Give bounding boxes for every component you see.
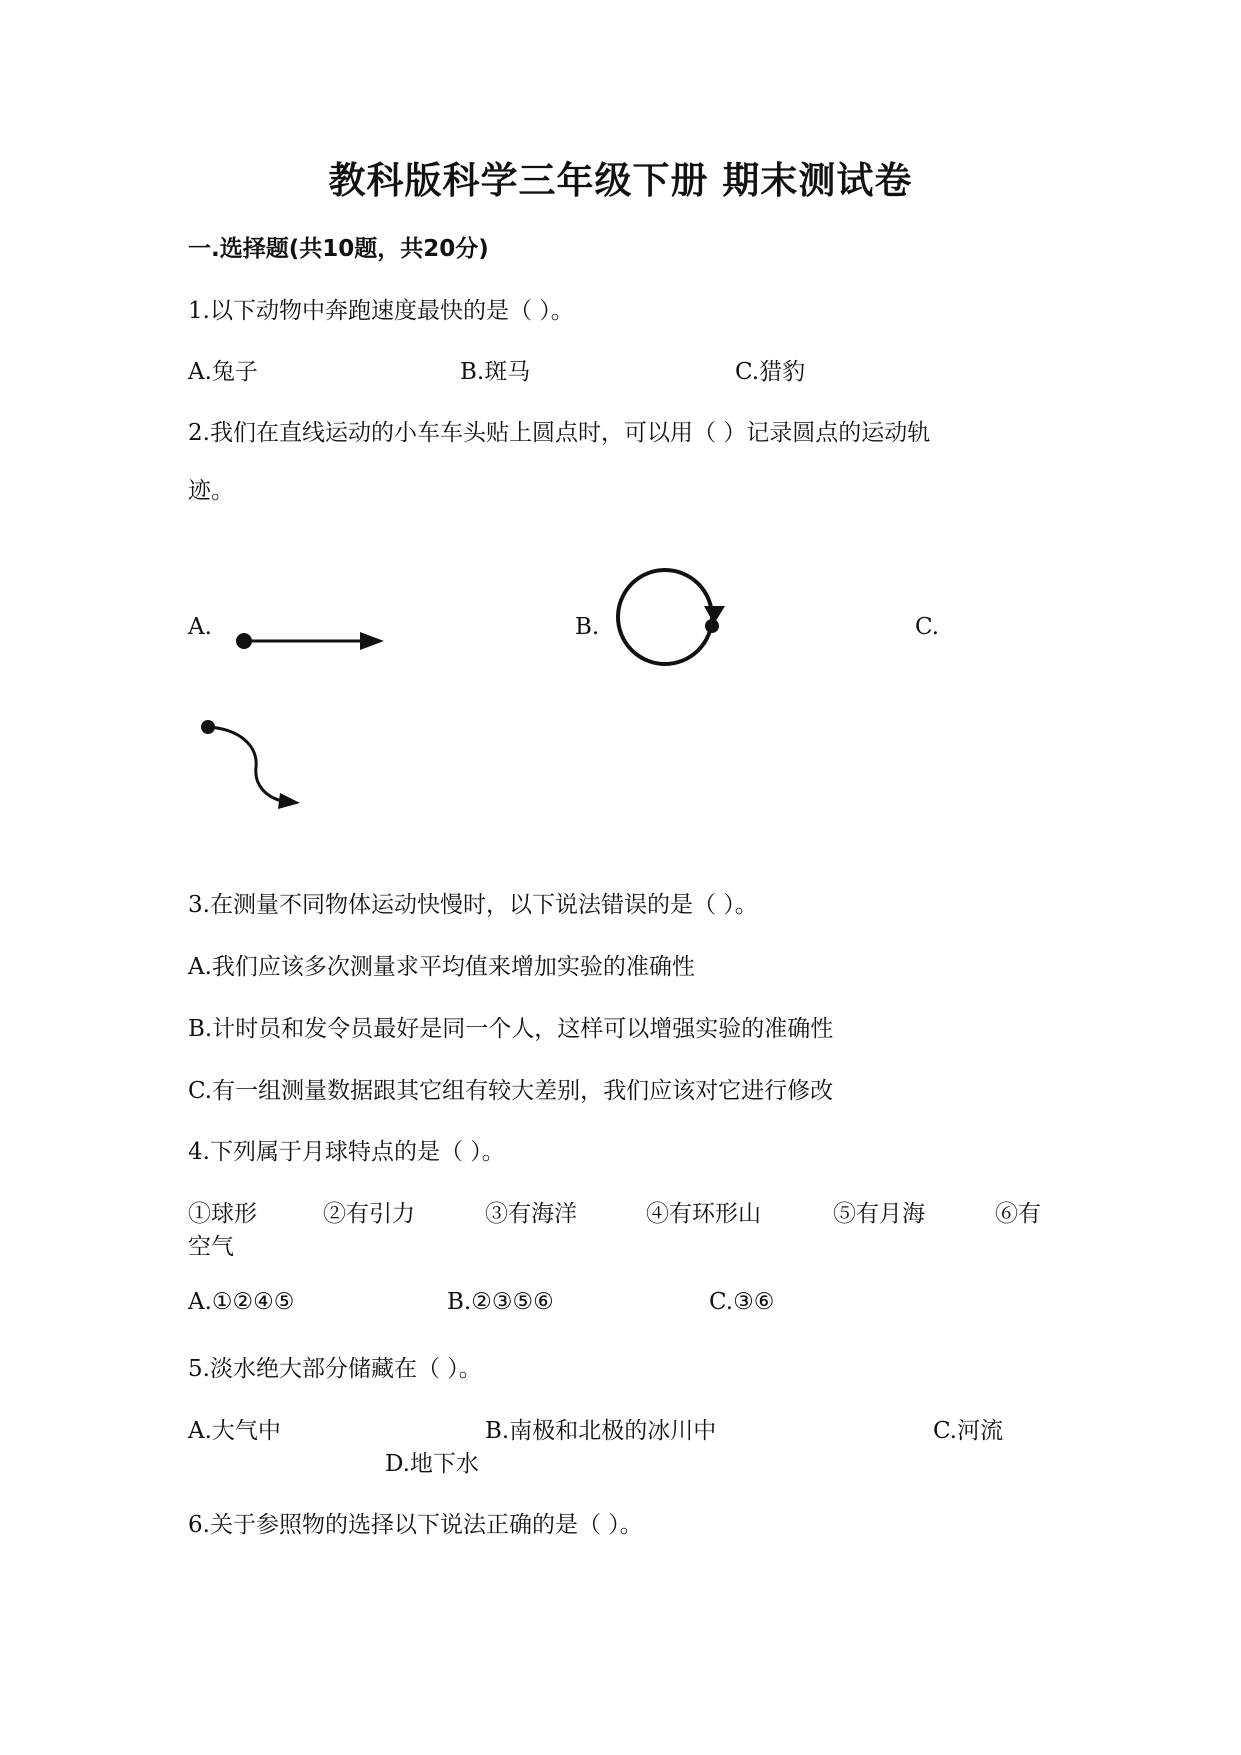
question-4-item-wrap: 空气 xyxy=(188,1234,234,1260)
question-4-item: ④有环形山 xyxy=(646,1201,761,1227)
curved-arrow-trajectory-icon xyxy=(196,715,306,815)
question-4-option-c: C.③⑥ xyxy=(709,1289,775,1315)
straight-arrow-trajectory-icon xyxy=(228,620,398,660)
question-5-option-b: B.南极和北极的冰川中 xyxy=(485,1418,717,1444)
question-2-stem-line-1: 2.我们在直线运动的小车车头贴上圆点时，可以用（ ）记录圆点的运动轨 xyxy=(188,420,931,446)
circular-trajectory-icon xyxy=(608,562,738,672)
question-5-option-d: D.地下水 xyxy=(385,1451,479,1477)
question-4-item: ③有海洋 xyxy=(485,1201,577,1227)
question-2-option-c-label: C. xyxy=(915,614,940,640)
question-3-option-b: B.计时员和发令员最好是同一个人，这样可以增强实验的准确性 xyxy=(188,1016,834,1042)
question-2-option-a-label: A. xyxy=(188,614,212,640)
question-4-stem: 4.下列属于月球特点的是（ ）。 xyxy=(188,1139,505,1165)
question-5-stem: 5.淡水绝大部分储藏在（ ）。 xyxy=(188,1356,482,1382)
question-4-item: ⑥有 xyxy=(995,1201,1041,1227)
question-4-item: ⑤有月海 xyxy=(833,1201,925,1227)
question-6-stem: 6.关于参照物的选择以下说法正确的是（ ）。 xyxy=(188,1512,643,1538)
question-1-option-b: B.斑马 xyxy=(460,359,531,385)
page-title: 教科版科学三年级下册 期末测试卷 xyxy=(328,159,913,202)
question-1-option-a: A.兔子 xyxy=(188,359,258,385)
question-3-option-c: C.有一组测量数据跟其它组有较大差别，我们应该对它进行修改 xyxy=(188,1078,834,1104)
section-heading-choice: 一.选择题(共10题，共20分) xyxy=(188,236,489,262)
question-3-stem: 3.在测量不同物体运动快慢时，以下说法错误的是（ ）。 xyxy=(188,892,758,918)
question-3-option-a: A.我们应该多次测量求平均值来增加实验的准确性 xyxy=(188,954,695,980)
question-4-item: ①球形 xyxy=(188,1201,257,1227)
question-1-option-c: C.猎豹 xyxy=(735,359,806,385)
question-2-option-b-label: B. xyxy=(575,614,600,640)
question-5-option-a: A.大气中 xyxy=(188,1418,281,1444)
question-2-stem-line-2: 迹。 xyxy=(188,478,234,504)
question-4-option-a: A.①②④⑤ xyxy=(188,1289,295,1315)
question-4-option-b: B.②③⑤⑥ xyxy=(447,1289,554,1315)
question-1-stem: 1.以下动物中奔跑速度最快的是（ ）。 xyxy=(188,298,574,324)
question-4-item: ②有引力 xyxy=(323,1201,415,1227)
question-5-option-c: C.河流 xyxy=(933,1418,1004,1444)
